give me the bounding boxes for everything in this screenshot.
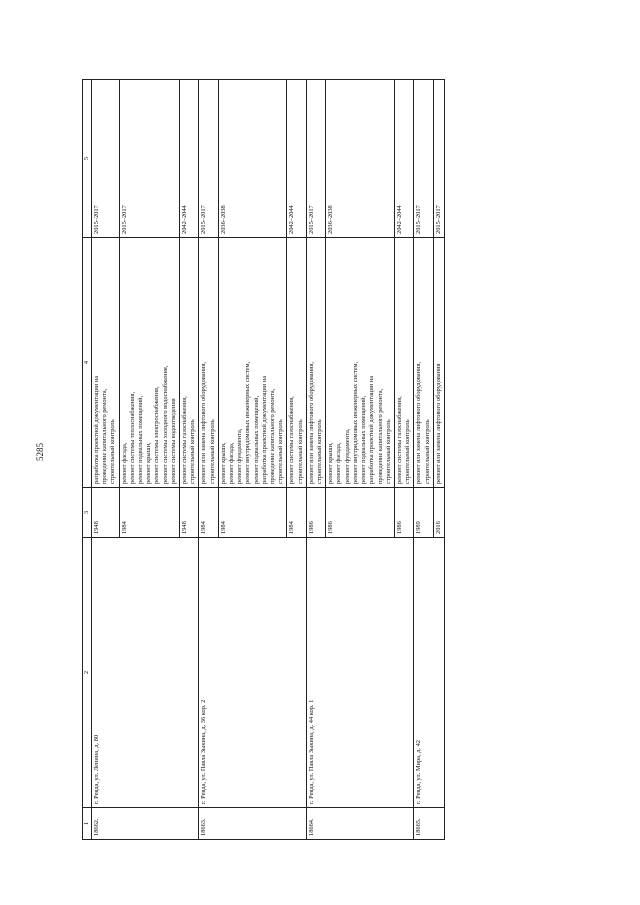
work-item: разработка проектной документации на — [260, 375, 268, 484]
works-cell — [119, 238, 179, 488]
column-number: 3 — [83, 488, 92, 538]
work-item: проведение капитального ремонта, — [101, 388, 109, 484]
work-item: строительный контроль — [384, 419, 392, 484]
work-item: ремонт подвальных помещений, — [252, 395, 260, 484]
work-item: разработка проектной документации на — [368, 375, 376, 484]
column-number-row — [83, 80, 92, 840]
column-number: 1 — [83, 808, 92, 840]
work-item: ремонт или замена лифтового оборудования — [434, 363, 442, 484]
work-item: ремонт системы теплоснабжения, — [128, 391, 136, 484]
works-cell — [414, 238, 433, 488]
works-cell — [287, 238, 306, 488]
period-cell: 2015–2017 — [199, 80, 218, 238]
work-item: строительный контроль — [189, 419, 197, 484]
year-cell: 1984 — [287, 488, 306, 538]
work-item: строительный контроль — [296, 419, 304, 484]
work-item: ремонт или замена лифтового оборудования, — [307, 361, 315, 484]
work-item: строительный контроль — [404, 419, 412, 484]
year-cell: 1986 — [394, 488, 413, 538]
period-cell: 2015–2017 — [306, 80, 325, 238]
works-cell — [433, 238, 444, 488]
work-item: ремонт подвальных помещений, — [360, 395, 368, 484]
work-item: ремонт системы электроснабжения, — [153, 386, 161, 484]
work-item: строительный контроль — [109, 419, 117, 484]
work-item: ремонт или замена лифтового оборудования, — [415, 361, 423, 484]
work-item: ремонт системы холодного водоснабжения, — [161, 365, 169, 484]
works-cell — [326, 238, 395, 488]
period-cell: 2036–2038 — [218, 80, 287, 238]
period-cell: 2015–2017 — [433, 80, 444, 238]
address-cell: г. Ревда, ул. Ленина, д. 80 — [92, 538, 199, 808]
row-number-cell: 18665. — [414, 808, 445, 840]
table-row — [306, 80, 325, 840]
period-cell: 2042–2044 — [394, 80, 413, 238]
year-cell: 1989 — [414, 488, 433, 538]
works-cell — [306, 238, 325, 488]
row-number-cell: 18662. — [92, 808, 199, 840]
page-number: 5285 — [35, 443, 45, 461]
landscape-table-wrapper — [82, 80, 604, 840]
column-number: 4 — [83, 238, 92, 488]
year-cell: 1984 — [218, 488, 287, 538]
work-item: ремонт фасада, — [335, 442, 343, 484]
work-item: ремонт системы газоснабжения, — [181, 396, 189, 484]
work-item: ремонт фасада, — [228, 442, 236, 484]
work-item: строительный контроль — [316, 419, 324, 484]
table-row — [92, 80, 120, 840]
row-number-cell: 18663. — [199, 808, 306, 840]
work-item: ремонт системы газоснабжения, — [288, 396, 296, 484]
work-item: ремонт крыши, — [145, 442, 153, 484]
period-cell: 2015–2017 — [119, 80, 179, 238]
period-cell: 2042–2044 — [287, 80, 306, 238]
work-item: ремонт внутридомовых инженерных систем, — [351, 361, 359, 484]
work-item: ремонт или замена лифтового оборудования, — [200, 361, 208, 484]
period-cell: 2015–2017 — [92, 80, 120, 238]
work-item: ремонт фундамента, — [343, 428, 351, 484]
work-item: ремонт крыши, — [219, 442, 227, 484]
works-cell — [218, 238, 287, 488]
work-item: ремонт системы газоснабжения, — [395, 396, 403, 484]
work-item: ремонт фасада, — [120, 442, 128, 484]
work-item: ремонт внутридомовых инженерных систем, — [244, 361, 252, 484]
works-cell — [180, 238, 199, 488]
repair-schedule-table — [82, 79, 445, 840]
work-item: ремонт системы водоотведения — [169, 398, 177, 484]
year-cell: 1984 — [199, 488, 218, 538]
work-item: строительный контроль — [423, 419, 431, 484]
work-item: ремонт подвальных помещений, — [137, 395, 145, 484]
address-cell: г. Ревда, ул. Мира, д. 42 — [414, 538, 445, 808]
work-item: строительный контроль — [277, 419, 285, 484]
year-cell: 1986 — [306, 488, 325, 538]
works-cell — [92, 238, 120, 488]
table-row — [199, 80, 218, 840]
address-cell: г. Ревда, ул. Павла Зыкина, д. 36 кор. 2 — [199, 538, 306, 808]
year-cell: 1948 — [92, 488, 120, 538]
period-cell: 2042–2044 — [180, 80, 199, 238]
column-number: 5 — [83, 80, 92, 238]
work-item: проведение капитального ремонта, — [376, 388, 384, 484]
work-item: проведение капитального ремонта, — [269, 388, 277, 484]
year-cell: 2016 — [433, 488, 444, 538]
row-number-cell: 18664. — [306, 808, 413, 840]
period-cell: 2036–2038 — [326, 80, 395, 238]
column-number: 2 — [83, 538, 92, 808]
year-cell: 1984 — [119, 488, 179, 538]
works-cell — [199, 238, 218, 488]
period-cell: 2015–2017 — [414, 80, 433, 238]
works-cell — [394, 238, 413, 488]
table-row — [414, 80, 433, 840]
work-item: строительный контроль — [208, 419, 216, 484]
work-item: разработка проектной документации на — [93, 375, 100, 484]
work-item: ремонт крыши, — [327, 442, 335, 484]
year-cell: 1986 — [326, 488, 395, 538]
year-cell: 1948 — [180, 488, 199, 538]
address-cell: г. Ревда, ул. Павла Зыкина, д. 44 кор. 1 — [306, 538, 413, 808]
work-item: ремонт фундамента, — [236, 428, 244, 484]
table-body — [92, 80, 445, 840]
